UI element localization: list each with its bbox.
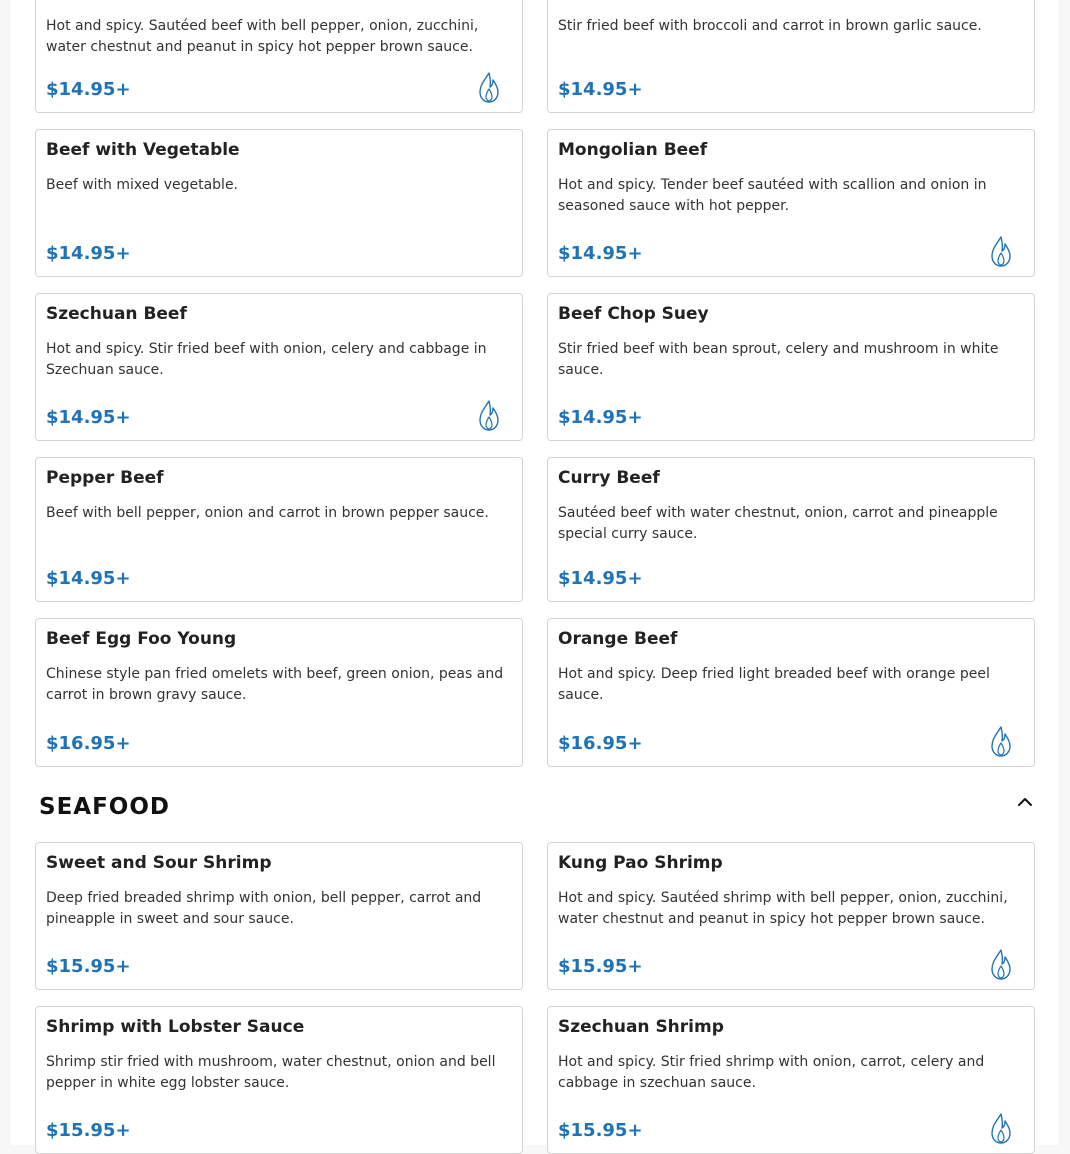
- item-price: $15.95+: [558, 956, 643, 977]
- item-price: $16.95+: [46, 733, 131, 754]
- menu-item-card[interactable]: [547, 1006, 1035, 1154]
- menu-page: [11, 0, 1059, 1145]
- item-name: Pepper Beef: [46, 468, 164, 488]
- flame-icon: [476, 399, 502, 431]
- item-price: $15.95+: [558, 1120, 643, 1141]
- flame-icon: [988, 725, 1014, 757]
- menu-item-card[interactable]: [547, 0, 1035, 113]
- item-description: Hot and spicy. Stir fried shrimp with onion, carrot, celery and cabbage in szechuan sauce.: [558, 1054, 985, 1091]
- item-price: $15.95+: [46, 956, 131, 977]
- item-name: Beef Chop Suey: [558, 304, 709, 324]
- item-price: $14.95+: [46, 407, 131, 428]
- item-description: Hot and spicy. Sautéed beef with bell pepper, onion, zucchini, water chestnut and peanut in spicy hot pepper brown sauce.: [46, 18, 479, 55]
- section-title-seafood: SEAFOOD: [39, 794, 170, 820]
- menu-item-card[interactable]: [547, 842, 1035, 990]
- flame-icon: [988, 948, 1014, 980]
- item-price: $14.95+: [558, 243, 643, 264]
- item-description: Deep fried breaded shrimp with onion, bell pepper, carrot and pineapple in sweet and sour sauce.: [46, 890, 482, 927]
- item-name: Szechuan Shrimp: [558, 1017, 724, 1037]
- item-description: Stir fried beef with broccoli and carrot in brown garlic sauce.: [558, 18, 982, 34]
- item-description: Hot and spicy. Sautéed shrimp with bell pepper, onion, zucchini, water chestnut and peanut in spicy hot pepper brown sauce.: [558, 890, 1008, 927]
- item-name: Orange Beef: [558, 629, 678, 649]
- item-description: Sautéed beef with water chestnut, onion, carrot and pineapple special curry sauce.: [558, 505, 998, 542]
- item-name: Szechuan Beef: [46, 304, 187, 324]
- section-collapse-button[interactable]: [1015, 792, 1035, 812]
- item-price: $14.95+: [46, 79, 131, 100]
- item-description: Hot and spicy. Deep fried light breaded beef with orange peel sauce.: [558, 666, 990, 703]
- flame-icon: [476, 71, 502, 103]
- item-name: Kung Pao Shrimp: [558, 853, 723, 873]
- item-description: Stir fried beef with bean sprout, celery and mushroom in white sauce.: [558, 341, 999, 378]
- item-description: Hot and spicy. Stir fried beef with onion, celery and cabbage in Szechuan sauce.: [46, 341, 487, 378]
- item-name: Beef with Vegetable: [46, 140, 240, 160]
- menu-item-card[interactable]: [547, 293, 1035, 441]
- item-description: Hot and spicy. Tender beef sautéed with scallion and onion in seasoned sauce with hot pepper.: [558, 177, 987, 214]
- flame-icon: [988, 235, 1014, 267]
- item-price: $14.95+: [558, 79, 643, 100]
- menu-item-card[interactable]: [547, 129, 1035, 277]
- item-price: $14.95+: [558, 407, 643, 428]
- item-description: Shrimp stir fried with mushroom, water chestnut, onion and bell pepper in white egg lobster sauce.: [46, 1054, 496, 1091]
- item-price: $14.95+: [46, 243, 131, 264]
- item-name: Shrimp with Lobster Sauce: [46, 1017, 305, 1037]
- menu-item-card[interactable]: [547, 457, 1035, 602]
- item-description: Beef with bell pepper, onion and carrot in brown pepper sauce.: [46, 505, 489, 521]
- menu-item-card[interactable]: [547, 618, 1035, 767]
- menu-item-card[interactable]: [35, 0, 523, 113]
- item-price: $14.95+: [46, 568, 131, 589]
- menu-item-card[interactable]: [35, 842, 523, 990]
- flame-icon: [988, 1112, 1014, 1144]
- chevron-up-icon: [1017, 797, 1033, 807]
- item-name: Curry Beef: [558, 468, 660, 488]
- item-price: $15.95+: [46, 1120, 131, 1141]
- item-description: Chinese style pan fried omelets with beef, green onion, peas and carrot in brown gravy sauce.: [46, 666, 504, 703]
- item-price: $16.95+: [558, 733, 643, 754]
- menu-item-card[interactable]: [35, 129, 523, 277]
- menu-item-card[interactable]: [35, 293, 523, 441]
- item-name: Beef Egg Foo Young: [46, 629, 237, 649]
- item-description: Beef with mixed vegetable.: [46, 177, 239, 193]
- item-name: Sweet and Sour Shrimp: [46, 853, 272, 873]
- menu-item-card[interactable]: [35, 1006, 523, 1154]
- menu-item-card[interactable]: [35, 618, 523, 767]
- item-name: Mongolian Beef: [558, 140, 708, 160]
- menu-item-card[interactable]: [35, 457, 523, 602]
- item-price: $14.95+: [558, 568, 643, 589]
